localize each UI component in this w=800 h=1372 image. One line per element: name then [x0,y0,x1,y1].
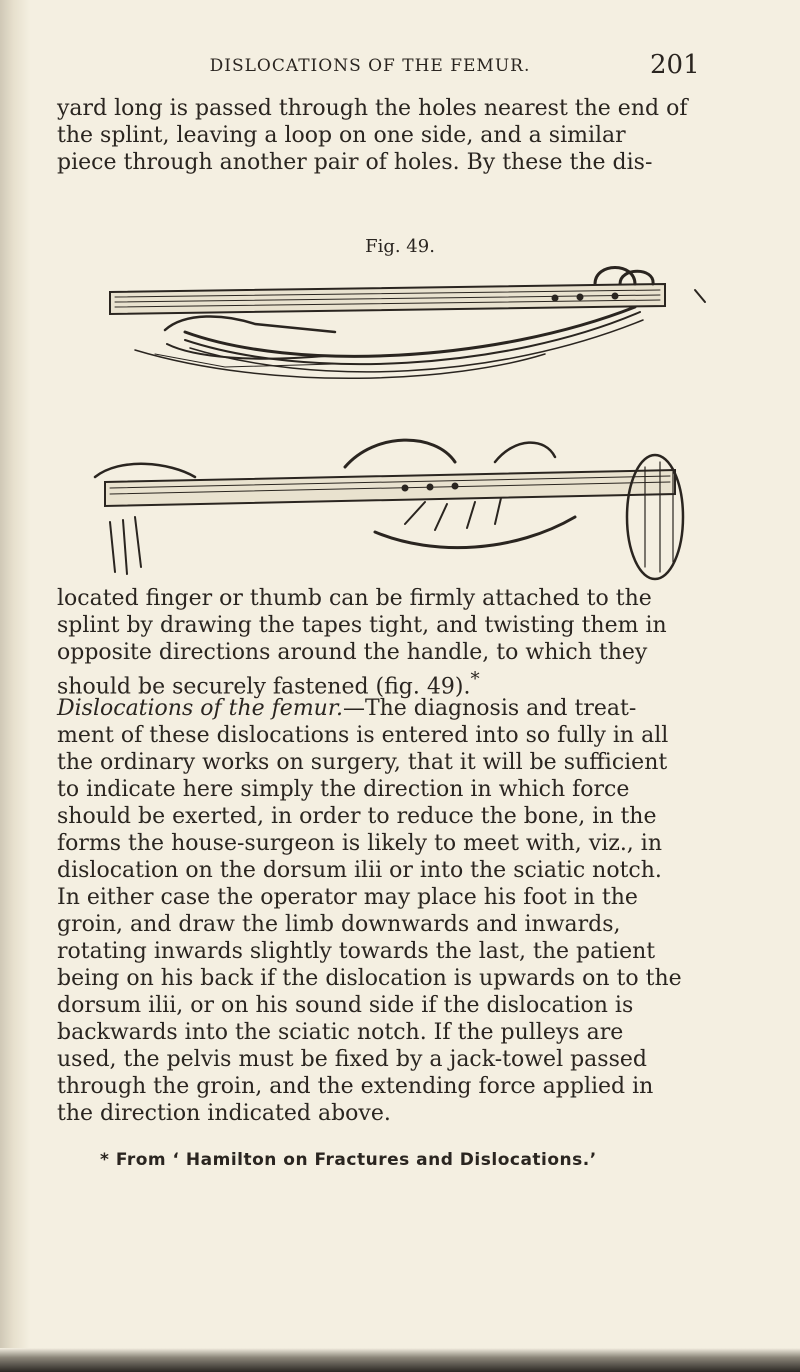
paragraph-femur-text: The diagnosis and treat- ment of these dislocations is entered into so fully in all the ordinary works on surgery, that it will be sufficient to indicate here simply the direction in which force should be exerted, in order to reduce the bone, in the forms the house-surgeon is likely to meet with, viz., in dislocation on the dorsum ilii or into the sciatic notch. In either case the operator may place his foot in the groin, and draw the limb downwards and inwards, rotating inwards slightly towards the last, the patient being on his back if the dislocation is upwards on to the dorsum ilii, or on his sound side if the dislocation is backwards into the sciatic notch. If the pulleys are used, the pelvis must be fixed by a jack-towel passed through the groin, and the extending force applied in the direction indicated above. [57,696,682,1126]
paragraph-dislocations-femur [57,695,711,1127]
footnote-marker: * [470,669,480,690]
paragraph-splint-text: located finger or thumb can be firmly attached to the splint by drawing the tapes tight, and twisting them in opposite directions around the handle, to which they should be securely fastened (fig. 49). [57,586,667,700]
section-heading: Dislocations of the femur. [57,696,343,721]
running-head: DISLOCATIONS OF THE FEMUR. [209,56,531,76]
paragraph-splint-attachment [57,585,711,700]
footnote-text: From ‘ Hamilton on Fractures and Dislocations.’ [115,1150,597,1170]
book-spine-shadow [0,0,30,1372]
footnote-asterisk: * [100,1150,110,1170]
finger-splint-illustration-icon [75,262,715,582]
page-bottom-shadow [0,1348,800,1372]
footnote [100,1150,720,1170]
figure-caption: Fig. 49. [365,236,435,257]
em-dash: — [342,696,365,721]
paragraph-continuation: yard long is passed through the holes nearest the end of the splint, leaving a loop on one side, and a similar piece through another pair of holes. By these the dis- [57,96,688,175]
page-number: 201 [650,50,700,80]
